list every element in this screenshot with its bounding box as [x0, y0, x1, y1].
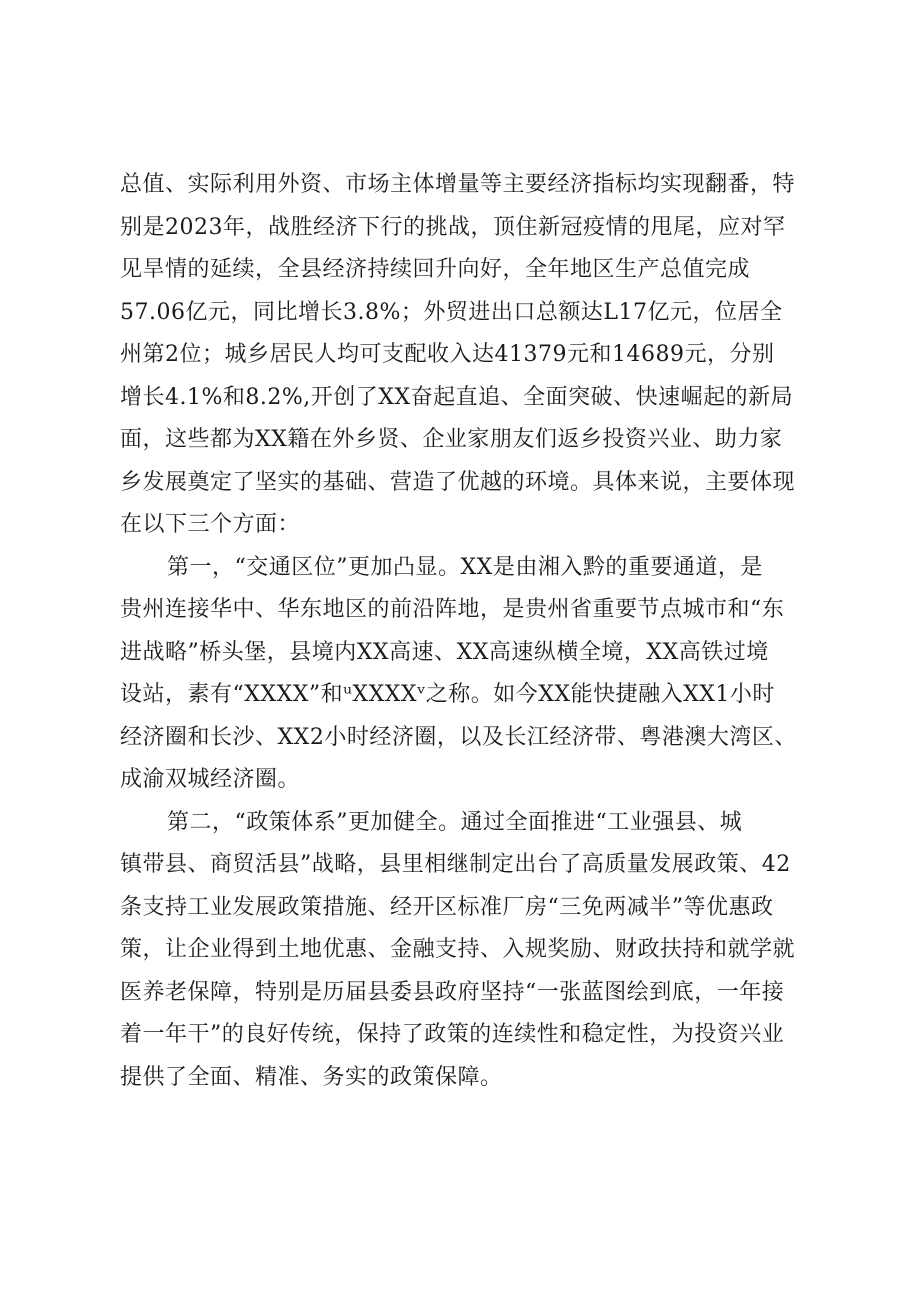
text-line: 在以下三个方面： [120, 512, 301, 537]
text-line: 贵州连接华中、华东地区的前沿阵地，是贵州省重要节点城市和“东 [120, 597, 785, 622]
paragraph-start-line: 第一，“交通区位”更加凸显。XX是由湘入黔的重要通道，是 [167, 554, 763, 580]
text-line: 州第2位；城乡居民人均可支配收入达41379元和14689元，分别 [120, 342, 775, 367]
text-line: 乡发展奠定了坚实的基础、营造了优越的环境。具体来说，主要体现 [120, 469, 796, 495]
text-line: 见旱情的延续，全县经济持续回升向好，全年地区生产总值完成 [120, 257, 751, 282]
text-line: 经济圈和长沙、XX2小时经济圈，以及长江经济带、粤港澳大湾区、 [120, 724, 797, 750]
paragraph-start-line: 第二，“政策体系”更加健全。通过全面推进“工业强县、城 [167, 809, 743, 835]
text-line: 设站，素有“XXXX”和ᵘXXXXᵛ之称。如今XX能快捷融入XX1小时 [120, 682, 775, 707]
text-line: 57.06亿元，同比增长3.8%；外贸进出口总额达L17亿元，位居全 [120, 299, 783, 325]
text-line: 进战略”桥头堡，县境内XX高速、XX高速纵横全境，XX高铁过境 [120, 639, 769, 665]
text-line: 医养老保障，特别是历届县委县政府坚持“一张蓝图绘到底，一年接 [120, 979, 785, 1005]
text-line: 面，这些都为XX籍在外乡贤、企业家朋友们返乡投资兴业、助力家 [120, 427, 783, 452]
text-line: 增长4.1%和8.2%,开创了XX奋起直追、全面突破、快速崛起的新局 [120, 384, 794, 410]
text-line: 镇带县、商贸活县”战略，县里相继制定出台了高质量发展政策、42 [120, 852, 791, 877]
text-line: 总值、实际利用外资、市场主体增量等主要经济指标均实现翻番，特 [120, 172, 796, 197]
text-line: 条支持工业发展政策措施、经开区标准厂房“三免两减半”等优惠政 [120, 894, 774, 920]
text-line: 提供了全面、精准、务实的政策保障。 [120, 1064, 503, 1090]
text-line: 成渝双城经济圈。 [120, 767, 301, 792]
text-line: 策，让企业得到土地优惠、金融支持、入规奖励、财政扶持和就学就 [120, 937, 796, 962]
body-text [120, 164, 820, 1099]
text-line: 着一年干”的良好传统，保持了政策的连续性和稳定性，为投资兴业 [120, 1022, 785, 1047]
text-line: 别是2023年，战胜经济下行的挑战，顶住新冠疫情的甩尾，应对罕 [120, 214, 786, 240]
